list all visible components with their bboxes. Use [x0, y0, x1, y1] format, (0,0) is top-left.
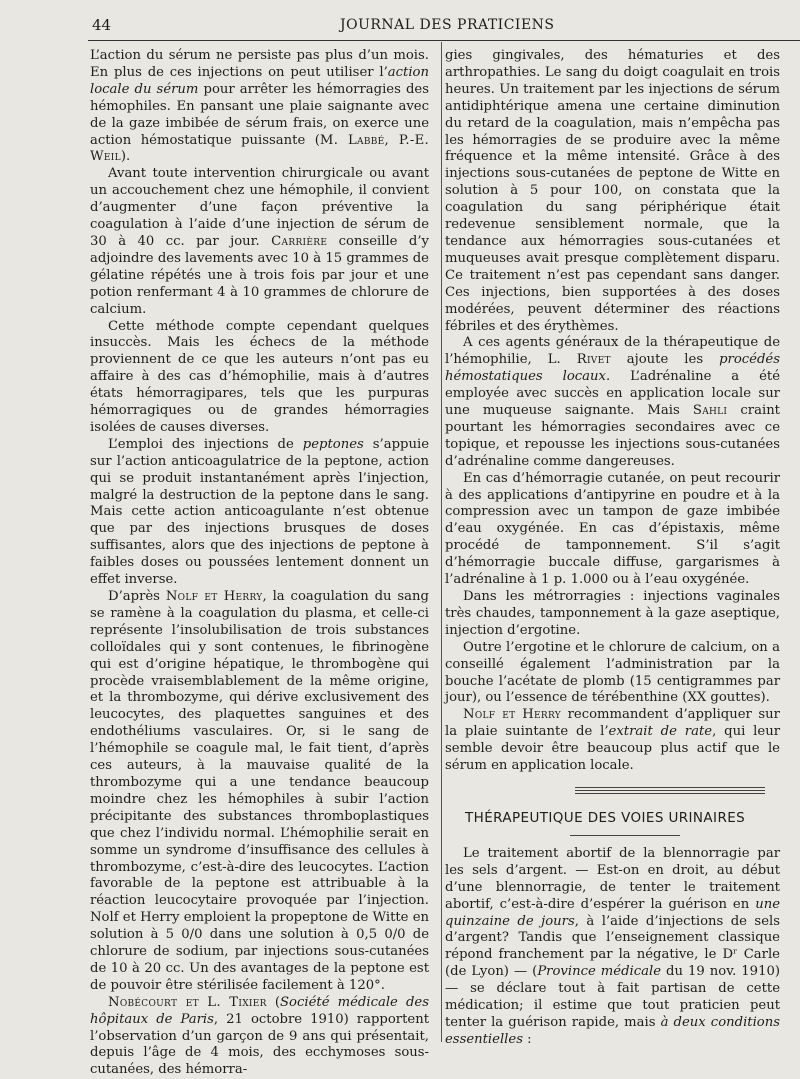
paragraph: A ces agents généraux de la thérapeutique de l’hémophilie, L. Rivet ajoute les procédés hémostatiques locaux. L’adrénaline a été employée avec succès en application locale sur une muqueuse saignante. Mais Sahli craint pourtant les hémorragies secondaires avec ce topique, et repousse les injections sous-cutanées d’adrénaline comme dangereuses.	[445, 335, 780, 469]
paragraph: Nolf et Herry recommandent d’appliquer sur la plaie suintante de l’extrait de rate, qui leur semble devoir être beaucoup plus actif que le sérum en application locale.	[445, 707, 780, 774]
paragraph: gies gingivales, des hématuries et des arthropathies. Le sang du doigt coagulait en trois heures. Un traitement par les injections de sérum antidiphtérique amena une certaine diminution du retard de la coagulation, mais n’empêcha pas les hémorragies de se produire avec la même fréquence et la même intensité. Grâce à des injections sous-cutanées de peptone de Witte en solution à 5 pour 100, on constata que la coagulation du sang périphérique était redevenue sensiblement normale, que la tendance aux hémorragies sous-cutanées et muqueuses avait presque complètement disparu. Ce traitement n’est pas cependant sans danger. Ces injections, bien supportées à des doses modérées, peuvent déterminer des réactions fébriles et des érythèmes.	[445, 48, 780, 334]
paragraph: Dans les métrorragies : injections vaginales très chaudes, tamponnement à la gaze aseptique, injection d’ergotine.	[445, 589, 780, 638]
column-divider	[441, 42, 442, 1042]
journal-title: JOURNAL DES PRATICIENS	[340, 17, 555, 33]
paragraph: Cette méthode compte cependant quelques insuccès. Mais les échecs de la méthode proviennent de ce que les auteurs n’ont pas eu affaire à des cas d’hémophilie, mais à d’autres états hémorragipares, tels que les purpuras hémorragiques ou de grandes hémorragies isolées de causes diverses.	[90, 318, 429, 435]
section-separator	[575, 787, 765, 794]
paragraph: En cas d’hémorragie cutanée, on peut recourir à des applications d’antipyrine en poudre et à la compression avec un tampon de gaze imbibée d’eau oxygénée. En cas d’épistaxis, même procédé de tamponnement. S’il s’agit d’hémorragie buccale diffuse, gargarismes à l’adrénaline à 1 p. 1.000 ou à l’eau oxygénée.	[445, 470, 780, 588]
page-number: 44	[92, 16, 112, 34]
paragraph: Avant toute intervention chirurgicale ou avant un accouchement chez une hémophile, il convient d’augmenter d’une façon préventive la coagulation à l’aide d’une injection de sérum de 30 à 40 cc. par jour. Carrière conseille d’y adjoindre des lavements avec 10 à 15 grammes de gélatine répétés une à trois fois par jour et une potion renfermant 4 à 10 grammes de chlorure de calcium.	[90, 166, 429, 317]
paragraph: Outre l’ergotine et le chlorure de calcium, on a conseillé également l’administration par la bouche l’acétate de plomb (15 centigrammes par jour), ou l’essence de térébenthine (XX gouttes).	[445, 639, 780, 706]
header-rule	[88, 40, 800, 41]
paragraph: Le traitement abortif de la blennorragie par les sels d’argent. — Est-on en droit, au début d’une blennorragie, de tenter le traitement abortif, c’est-à-dire d’espérer la guérison en une quinzaine de jours, à l’aide d’injections de sels d’argent? Tandis que l’enseignement classique répond franchement par la négative, le Dʳ Carle (de Lyon) — (Province médicale du 19 nov. 1910) — se déclare tout à fait partisan de cette médication; il estime que tout praticien peut tenter la guérison rapide, mais à deux conditions essentielles :	[445, 845, 780, 1047]
paragraph: L’action du sérum ne persiste pas plus d’un mois. En plus de ces injections on peut utiliser l’action locale du sérum pour arrêter les hémorragies des hémophiles. En pansant une plaie saignante avec de la gaze imbibée de sérum frais, on exerce une action hémostatique puissante (M. Labbé, P.-E. Weil).	[90, 48, 429, 165]
section-title: THÉRAPEUTIQUE DES VOIES URINAIRES	[465, 809, 746, 826]
left-column	[90, 48, 429, 1079]
right-column	[445, 48, 780, 1049]
title-underline	[570, 835, 680, 836]
paragraph: D’après Nolf et Herry, la coagulation du sang se ramène à la coagulation du plasma, et celle-ci représente l’insolubilisation de trois substances colloïdales qui y sont contenues, le fibrinogène qui est d’origine hépatique, le thrombogène qui procède vraisemblablement de la même origine, et la thrombozyme, qui dérive exclusivement des leucocytes, des plaquettes sanguines et des endothéliums vasculaires. Or, si le sang de l’hémophile se coagule mal, le fait tient, d’après ces auteurs, à la mauvaise qualité de la thrombozyme qui a une tendance beaucoup moindre chez les hémophiles à subir l’action précipitante des substances thromboplastiques que chez l’individu normal. L’hémophilie serait en somme un syndrome d’insuffisance des cellules à thrombozyme, c’est-à-dire des leucocytes. L’action favorable de la peptone est attribuable à la réaction leucocytaire provoquée par l’injection. Nolf et Herry emploient la propeptone de Witte en solution à 5 0/0 dans une solution à 0,5 0/0 de chlorure de sodium, par injections sous-cutanées de 10 à 20 cc. Un des avantages de la peptone est de pouvoir être stérilisée facilement à 120°.	[90, 589, 429, 993]
page-header	[92, 16, 792, 38]
paragraph: Nobécourt et L. Tixier (Société médicale des hôpitaux de Paris, 21 octobre 1910) rapportent l’observation d’un garçon de 9 ans qui présentait, depuis l’âge de 4 mois, des ecchymoses sous-cutanées, des hémorra-	[90, 994, 430, 1078]
paragraph: L’emploi des injections de peptones s’appuie sur l’action anticoagulatrice de la peptone, action qui se produit instantanément après l’injection, malgré la destruction de la peptone dans le sang. Mais cette action anticoagulante n’est obtenue que par des injections brusques de doses suffisantes, alors que des injections de peptone à faibles doses ou poussées lentement donnent un effet inverse.	[90, 436, 429, 588]
